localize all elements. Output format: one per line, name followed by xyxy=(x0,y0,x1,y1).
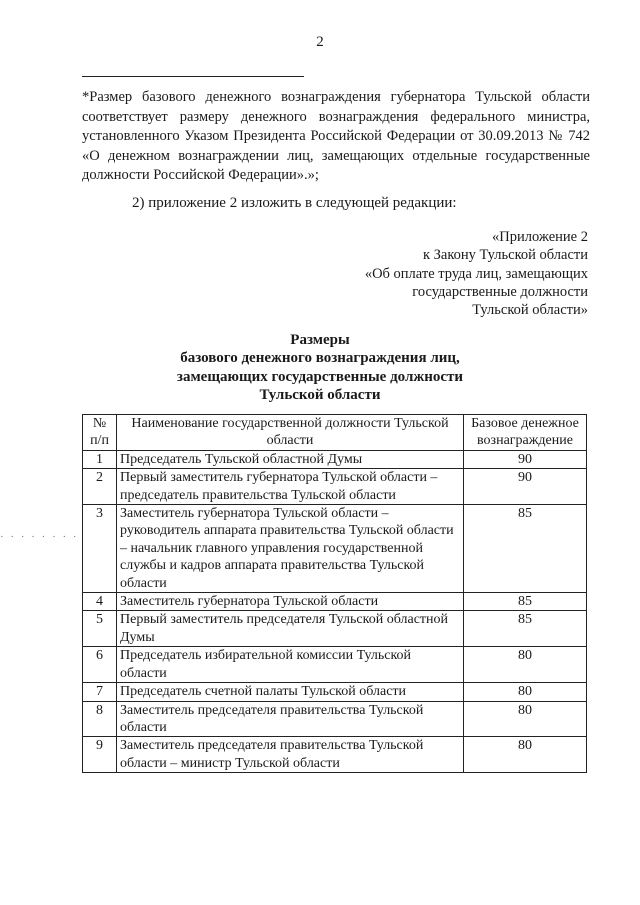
document-title xyxy=(0,331,640,404)
title-line: замещающих государственные должности xyxy=(176,368,464,385)
row-number: 5 xyxy=(83,611,117,647)
row-salary-value: 90 xyxy=(464,450,587,468)
table-row xyxy=(83,701,587,737)
row-salary-value: 80 xyxy=(464,683,587,701)
row-position-name: Председатель счетной палаты Тульской области xyxy=(117,683,464,701)
margin-dots: · · · · · · · · xyxy=(0,531,79,543)
appendix-header xyxy=(258,228,588,319)
table-row xyxy=(83,611,587,647)
row-number: 8 xyxy=(83,701,117,737)
row-position-name: Председатель избирательной комиссии Тульской области xyxy=(117,647,464,683)
table-row xyxy=(83,450,587,468)
row-position-name: Первый заместитель губернатора Тульской области – председатель правительства Тульской области xyxy=(117,469,464,505)
row-salary-value: 80 xyxy=(464,701,587,737)
row-number: 4 xyxy=(83,593,117,611)
table-row xyxy=(83,469,587,505)
salary-table xyxy=(82,414,587,773)
row-salary-value: 85 xyxy=(464,611,587,647)
table-row xyxy=(83,647,587,683)
page-number: 2 xyxy=(316,34,324,50)
row-salary-value: 80 xyxy=(464,647,587,683)
appendix-line: «Об оплате труда лиц, замещающих xyxy=(364,265,588,282)
appendix-line: государственные должности xyxy=(412,283,588,300)
table-row xyxy=(83,683,587,701)
row-number: 6 xyxy=(83,647,117,683)
row-position-name: Заместитель губернатора Тульской области – руководитель аппарата правительства Тульской области – начальник главного управления государственной службы и кадров аппарата правительства Тульской области xyxy=(117,505,464,593)
table-row xyxy=(83,505,587,593)
header-name: Наименование государственной должности Тульской области xyxy=(117,415,464,451)
appendix-line: «Приложение 2 xyxy=(492,229,588,245)
footnote-text: *Размер базового денежного вознаграждения губернатора Тульской области соответствует размеру денежного вознаграждения федерального министра, установленного Указом Президента Российской Федерации от 30.09.2013 № 742 «О денежном вознаграждении лиц, замещающих отдельные государственные должности Российской Федерации».»; xyxy=(82,89,590,183)
title-line: Тульской области xyxy=(259,386,381,403)
table-row xyxy=(83,593,587,611)
row-number: 7 xyxy=(83,683,117,701)
header-value: Базовое денежное вознаграждение xyxy=(464,415,587,451)
title-line: Размеры xyxy=(290,332,350,348)
amendment-item-2: 2) приложение 2 изложить в следующей редакции: xyxy=(132,195,457,211)
row-position-name: Первый заместитель председателя Тульской областной Думы xyxy=(117,611,464,647)
row-salary-value: 80 xyxy=(464,737,587,773)
appendix-line: к Закону Тульской области xyxy=(422,247,588,264)
table-header-row xyxy=(83,415,587,451)
row-position-name: Заместитель председателя правительства Тульской области – министр Тульской области xyxy=(117,737,464,773)
footnote-divider xyxy=(82,76,304,77)
row-position-name: Заместитель председателя правительства Тульской области xyxy=(117,701,464,737)
row-position-name: Заместитель губернатора Тульской области xyxy=(117,593,464,611)
table-body xyxy=(83,450,587,772)
row-position-name: Председатель Тульской областной Думы xyxy=(117,450,464,468)
header-num: № п/п xyxy=(83,415,117,451)
row-salary-value: 85 xyxy=(464,593,587,611)
row-salary-value: 85 xyxy=(464,505,587,593)
row-salary-value: 90 xyxy=(464,469,587,505)
row-number: 9 xyxy=(83,737,117,773)
appendix-line: Тульской области» xyxy=(472,302,588,319)
table-row xyxy=(83,737,587,773)
row-number: 1 xyxy=(83,450,117,468)
row-number: 3 xyxy=(83,505,117,593)
title-line: базового денежного вознаграждения лиц, xyxy=(180,350,460,367)
row-number: 2 xyxy=(83,469,117,505)
